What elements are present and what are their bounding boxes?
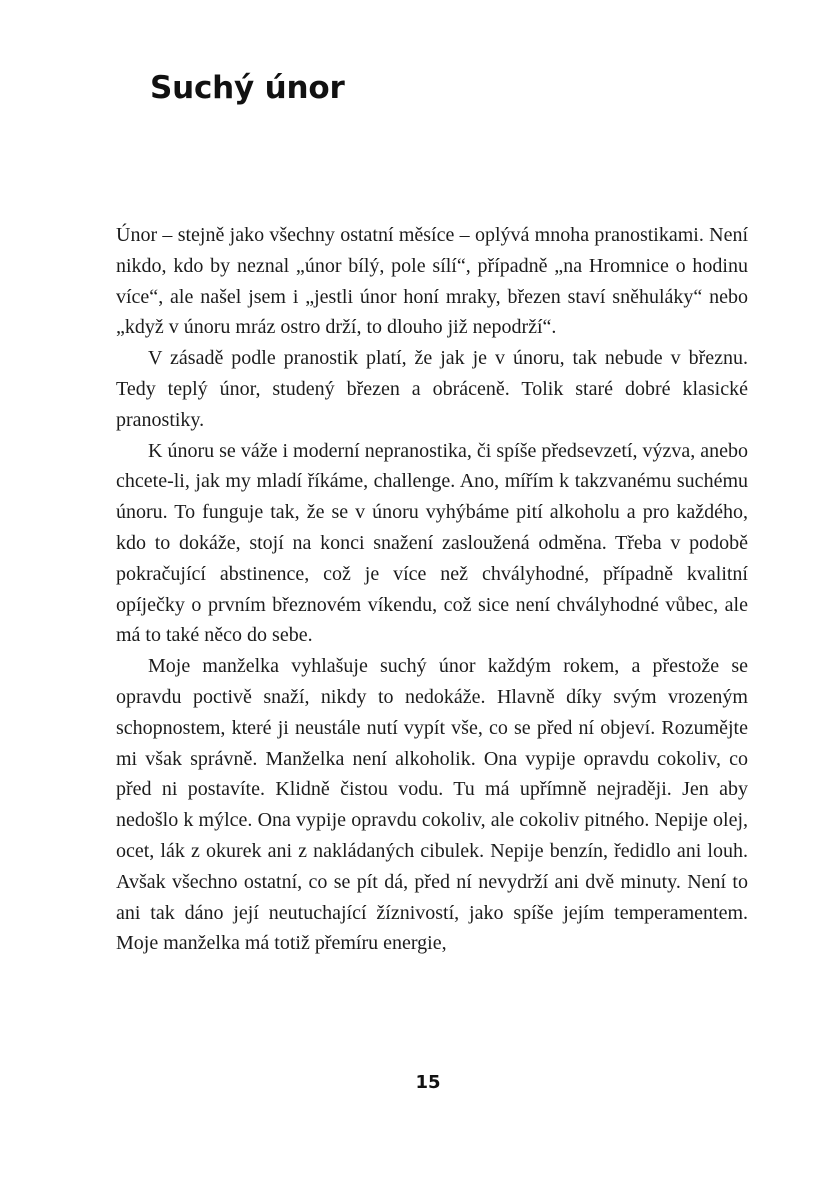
chapter-body (116, 220, 748, 959)
paragraph: K únoru se váže i moderní nepranostika, či spíše předsevzetí, výzva, anebo chcete-li, jak my mladí říkáme, challenge. Ano, mířím k takzvanému suchému únoru. To funguje tak, že se v únoru vyhýbáme pití alkoholu a pro každého, kdo to dokáže, stojí na konci snažení zasloužená odměna. Třeba v podobě pokračující abstinence, což je více než chvályhodné, případně kvalitní opíječky o prvním březnovém víkendu, což sice není chvályhodné vůbec, ale má to také něco do sebe. (116, 439, 748, 647)
page-number: 15 (415, 1072, 441, 1093)
chapter-title: Suchý únor (150, 70, 345, 106)
paragraph: Únor – stejně jako všechny ostatní měsíce – oplývá mnoha pranostikami. Není nikdo, kdo by neznal „únor bílý, pole sílí“, případně „na Hromnice o hodinu více“, ale našel jsem i „jestli únor honí mraky, březen staví sněhuláky“ nebo „když v únoru mráz ostro drží, to dlouho již nepodrží“. (116, 224, 748, 339)
paragraph: Moje manželka vyhlašuje suchý únor každým rokem, a přestože se opravdu poctivě snaží, nikdy to nedokáže. Hlavně díky svým vrozeným schopnostem, které ji neustále nutí vypít vše, co se před ní objeví. Rozumějte mi však správně. Manželka není alkoholik. Ona vypije opravdu cokoliv, co před ni postavíte. Klidně čistou vodu. Tu má upřímně nejraději. Jen aby nedošlo k mýlce. Ona vypije opravdu cokoliv, ale cokoliv pitného. Nepije olej, ocet, lák z okurek ani z nakládaných cibulek. Nepije benzín, ředidlo ani louh. Avšak všechno ostatní, co se pít dá, před ní nevydrží ani dvě minuty. Není to ani tak dáno její neutuchající žíznivostí, jako spíše jejím temperamentem. Moje manželka má totiž přemíru energie, (116, 655, 748, 955)
paragraph: V zásadě podle pranostik platí, že jak je v únoru, tak nebude v březnu. Tedy teplý únor, studený březen a obráceně. Tolik staré dobré klasické pranostiky. (116, 347, 748, 431)
